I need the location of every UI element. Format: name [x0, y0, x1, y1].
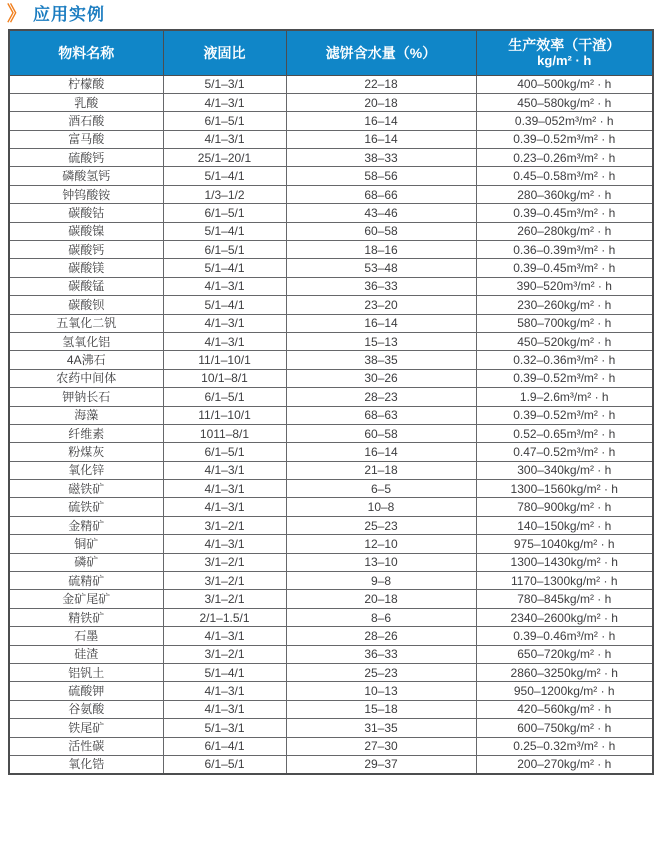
table-row: [9, 443, 653, 461]
cell-material-name: 硫铁矿: [9, 498, 163, 516]
cell-production-efficiency: 0.39–052m³/m² · h: [476, 112, 653, 130]
cell-cake-moisture: 36–33: [286, 277, 476, 295]
cell-production-efficiency: 1300–1430kg/m² · h: [476, 553, 653, 571]
cell-liquid-solid-ratio: 5/1–3/1: [163, 75, 286, 93]
cell-cake-moisture: 25–23: [286, 516, 476, 534]
cell-cake-moisture: 25–23: [286, 664, 476, 682]
cell-liquid-solid-ratio: 4/1–3/1: [163, 535, 286, 553]
cell-liquid-solid-ratio: 4/1–3/1: [163, 314, 286, 332]
table-header-row: [9, 30, 653, 75]
table-row: [9, 351, 653, 369]
cell-liquid-solid-ratio: 6/1–5/1: [163, 204, 286, 222]
cell-cake-moisture: 28–26: [286, 627, 476, 645]
cell-cake-moisture: 13–10: [286, 553, 476, 571]
section-title-row: [0, 0, 660, 29]
cell-material-name: 碳酸锰: [9, 277, 163, 295]
cell-liquid-solid-ratio: 5/1–4/1: [163, 222, 286, 240]
table-row: [9, 719, 653, 737]
cell-production-efficiency: 2860–3250kg/m² · h: [476, 664, 653, 682]
chevron-marker-icon: 》: [7, 2, 27, 26]
cell-production-efficiency: 0.39–0.52m³/m² · h: [476, 130, 653, 148]
table-row: [9, 424, 653, 442]
cell-cake-moisture: 18–16: [286, 241, 476, 259]
cell-cake-moisture: 8–6: [286, 608, 476, 626]
cell-material-name: 钾钠长石: [9, 388, 163, 406]
col-header-efficiency-line1: 生产效率（干渣）: [508, 36, 621, 53]
cell-liquid-solid-ratio: 6/1–5/1: [163, 755, 286, 773]
cell-liquid-solid-ratio: 6/1–5/1: [163, 443, 286, 461]
cell-cake-moisture: 21–18: [286, 461, 476, 479]
table-row: [9, 149, 653, 167]
cell-cake-moisture: 58–56: [286, 167, 476, 185]
table-row: [9, 314, 653, 332]
cell-material-name: 氧化锌: [9, 461, 163, 479]
table-row: [9, 222, 653, 240]
table-row: [9, 572, 653, 590]
cell-material-name: 碳酸钴: [9, 204, 163, 222]
cell-production-efficiency: 0.39–0.46m³/m² · h: [476, 627, 653, 645]
cell-production-efficiency: 0.23–0.26m³/m² · h: [476, 149, 653, 167]
cell-material-name: 活性碳: [9, 737, 163, 755]
cell-cake-moisture: 28–23: [286, 388, 476, 406]
cell-material-name: 粉煤灰: [9, 443, 163, 461]
cell-material-name: 铜矿: [9, 535, 163, 553]
cell-liquid-solid-ratio: 4/1–3/1: [163, 700, 286, 718]
table-row: [9, 480, 653, 498]
table-row: [9, 112, 653, 130]
cell-production-efficiency: 0.25–0.32m³/m² · h: [476, 737, 653, 755]
cell-cake-moisture: 10–8: [286, 498, 476, 516]
cell-material-name: 碳酸钙: [9, 241, 163, 259]
cell-liquid-solid-ratio: 4/1–3/1: [163, 682, 286, 700]
cell-production-efficiency: 140–150kg/m² · h: [476, 516, 653, 534]
table-row: [9, 130, 653, 148]
cell-cake-moisture: 16–14: [286, 443, 476, 461]
cell-cake-moisture: 43–46: [286, 204, 476, 222]
cell-cake-moisture: 10–13: [286, 682, 476, 700]
cell-cake-moisture: 12–10: [286, 535, 476, 553]
table-row: [9, 461, 653, 479]
cell-material-name: 乳酸: [9, 93, 163, 111]
cell-production-efficiency: 260–280kg/m² · h: [476, 222, 653, 240]
cell-liquid-solid-ratio: 25/1–20/1: [163, 149, 286, 167]
cell-production-efficiency: 2340–2600kg/m² · h: [476, 608, 653, 626]
table-row: [9, 296, 653, 314]
cell-production-efficiency: 650–720kg/m² · h: [476, 645, 653, 663]
table-row: [9, 277, 653, 295]
cell-liquid-solid-ratio: 6/1–5/1: [163, 388, 286, 406]
cell-production-efficiency: 390–520m³/m² · h: [476, 277, 653, 295]
cell-liquid-solid-ratio: 4/1–3/1: [163, 93, 286, 111]
cell-material-name: 柠檬酸: [9, 75, 163, 93]
cell-material-name: 金矿尾矿: [9, 590, 163, 608]
table-row: [9, 737, 653, 755]
table-row: [9, 75, 653, 93]
cell-production-efficiency: 400–500kg/m² · h: [476, 75, 653, 93]
cell-cake-moisture: 38–33: [286, 149, 476, 167]
cell-liquid-solid-ratio: 4/1–3/1: [163, 277, 286, 295]
cell-material-name: 农药中间体: [9, 369, 163, 387]
table-row: [9, 241, 653, 259]
table-row: [9, 167, 653, 185]
cell-material-name: 钟钨酸铵: [9, 185, 163, 203]
cell-material-name: 五氧化二钒: [9, 314, 163, 332]
table-row: [9, 259, 653, 277]
cell-liquid-solid-ratio: 6/1–4/1: [163, 737, 286, 755]
cell-material-name: 氧化锆: [9, 755, 163, 773]
table-row: [9, 664, 653, 682]
table-row: [9, 369, 653, 387]
col-header-cake-moisture: 滤饼含水量（%）: [286, 30, 476, 75]
cell-liquid-solid-ratio: 11/1–10/1: [163, 406, 286, 424]
page-title: 应用实例: [33, 4, 106, 24]
cell-material-name: 谷氨酸: [9, 700, 163, 718]
table-row: [9, 700, 653, 718]
cell-liquid-solid-ratio: 4/1–3/1: [163, 461, 286, 479]
cell-production-efficiency: 0.47–0.52m³/m² · h: [476, 443, 653, 461]
table-row: [9, 406, 653, 424]
col-header-efficiency-line2: kg/m² · h: [537, 53, 592, 69]
cell-production-efficiency: 450–520kg/m² · h: [476, 332, 653, 350]
cell-production-efficiency: 420–560kg/m² · h: [476, 700, 653, 718]
cell-cake-moisture: 20–18: [286, 590, 476, 608]
cell-production-efficiency: 780–845kg/m² · h: [476, 590, 653, 608]
cell-liquid-solid-ratio: 4/1–3/1: [163, 480, 286, 498]
cell-production-efficiency: 200–270kg/m² · h: [476, 755, 653, 773]
cell-production-efficiency: 1300–1560kg/m² · h: [476, 480, 653, 498]
table-row: [9, 204, 653, 222]
table-body: [9, 75, 653, 774]
cell-cake-moisture: 60–58: [286, 424, 476, 442]
cell-production-efficiency: 1.9–2.6m³/m² · h: [476, 388, 653, 406]
table-row: [9, 755, 653, 773]
cell-production-efficiency: 0.36–0.39m³/m² · h: [476, 241, 653, 259]
cell-material-name: 硫酸钾: [9, 682, 163, 700]
cell-production-efficiency: 950–1200kg/m² · h: [476, 682, 653, 700]
cell-production-efficiency: 300–340kg/m² · h: [476, 461, 653, 479]
cell-liquid-solid-ratio: 4/1–3/1: [163, 332, 286, 350]
table-row: [9, 388, 653, 406]
cell-liquid-solid-ratio: 6/1–5/1: [163, 112, 286, 130]
cell-cake-moisture: 30–26: [286, 369, 476, 387]
cell-cake-moisture: 60–58: [286, 222, 476, 240]
cell-cake-moisture: 68–66: [286, 185, 476, 203]
cell-liquid-solid-ratio: 3/1–2/1: [163, 590, 286, 608]
cell-cake-moisture: 36–33: [286, 645, 476, 663]
cell-cake-moisture: 68–63: [286, 406, 476, 424]
cell-production-efficiency: 600–750kg/m² · h: [476, 719, 653, 737]
cell-cake-moisture: 20–18: [286, 93, 476, 111]
cell-cake-moisture: 9–8: [286, 572, 476, 590]
cell-material-name: 石墨: [9, 627, 163, 645]
application-examples-table: [8, 29, 654, 775]
cell-material-name: 硅渣: [9, 645, 163, 663]
cell-liquid-solid-ratio: 4/1–3/1: [163, 130, 286, 148]
cell-production-efficiency: 0.52–0.65m³/m² · h: [476, 424, 653, 442]
cell-liquid-solid-ratio: 3/1–2/1: [163, 553, 286, 571]
cell-liquid-solid-ratio: 2/1–1.5/1: [163, 608, 286, 626]
cell-liquid-solid-ratio: 4/1–3/1: [163, 627, 286, 645]
cell-production-efficiency: 0.45–0.58m³/m² · h: [476, 167, 653, 185]
cell-cake-moisture: 38–35: [286, 351, 476, 369]
cell-material-name: 碳酸钡: [9, 296, 163, 314]
cell-cake-moisture: 6–5: [286, 480, 476, 498]
cell-cake-moisture: 15–13: [286, 332, 476, 350]
col-header-production-efficiency: [476, 30, 653, 75]
cell-production-efficiency: 0.39–0.52m³/m² · h: [476, 369, 653, 387]
cell-liquid-solid-ratio: 6/1–5/1: [163, 241, 286, 259]
cell-material-name: 碳酸镁: [9, 259, 163, 277]
table-row: [9, 332, 653, 350]
cell-liquid-solid-ratio: 5/1–4/1: [163, 296, 286, 314]
cell-cake-moisture: 23–20: [286, 296, 476, 314]
cell-material-name: 4A沸石: [9, 351, 163, 369]
cell-production-efficiency: 0.39–0.45m³/m² · h: [476, 204, 653, 222]
cell-cake-moisture: 16–14: [286, 314, 476, 332]
table-row: [9, 590, 653, 608]
cell-material-name: 磷矿: [9, 553, 163, 571]
cell-material-name: 铁尾矿: [9, 719, 163, 737]
table-row: [9, 645, 653, 663]
cell-production-efficiency: 975–1040kg/m² · h: [476, 535, 653, 553]
table-row: [9, 682, 653, 700]
table-row: [9, 535, 653, 553]
cell-cake-moisture: 15–18: [286, 700, 476, 718]
cell-material-name: 铝钒土: [9, 664, 163, 682]
cell-liquid-solid-ratio: 3/1–2/1: [163, 572, 286, 590]
cell-material-name: 磁铁矿: [9, 480, 163, 498]
cell-production-efficiency: 450–580kg/m² · h: [476, 93, 653, 111]
cell-production-efficiency: 0.32–0.36m³/m² · h: [476, 351, 653, 369]
cell-production-efficiency: 0.39–0.52m³/m² · h: [476, 406, 653, 424]
cell-material-name: 海藻: [9, 406, 163, 424]
cell-material-name: 酒石酸: [9, 112, 163, 130]
cell-material-name: 硫精矿: [9, 572, 163, 590]
cell-production-efficiency: 280–360kg/m² · h: [476, 185, 653, 203]
cell-liquid-solid-ratio: 5/1–4/1: [163, 259, 286, 277]
col-header-liquid-solid-ratio: 液固比: [163, 30, 286, 75]
cell-cake-moisture: 27–30: [286, 737, 476, 755]
cell-liquid-solid-ratio: 4/1–3/1: [163, 498, 286, 516]
cell-liquid-solid-ratio: 3/1–2/1: [163, 516, 286, 534]
cell-production-efficiency: 230–260kg/m² · h: [476, 296, 653, 314]
cell-cake-moisture: 22–18: [286, 75, 476, 93]
cell-cake-moisture: 31–35: [286, 719, 476, 737]
table-row: [9, 185, 653, 203]
cell-cake-moisture: 29–37: [286, 755, 476, 773]
cell-material-name: 碳酸镍: [9, 222, 163, 240]
cell-liquid-solid-ratio: 10/1–8/1: [163, 369, 286, 387]
table-row: [9, 498, 653, 516]
cell-cake-moisture: 16–14: [286, 130, 476, 148]
cell-liquid-solid-ratio: 1/3–1/2: [163, 185, 286, 203]
cell-liquid-solid-ratio: 5/1–3/1: [163, 719, 286, 737]
cell-material-name: 氢氧化铝: [9, 332, 163, 350]
cell-production-efficiency: 0.39–0.45m³/m² · h: [476, 259, 653, 277]
table-row: [9, 627, 653, 645]
table-row: [9, 516, 653, 534]
cell-material-name: 纤维素: [9, 424, 163, 442]
cell-liquid-solid-ratio: 3/1–2/1: [163, 645, 286, 663]
table-header: [9, 30, 653, 75]
cell-production-efficiency: 1170–1300kg/m² · h: [476, 572, 653, 590]
cell-cake-moisture: 53–48: [286, 259, 476, 277]
cell-liquid-solid-ratio: 5/1–4/1: [163, 664, 286, 682]
cell-liquid-solid-ratio: 5/1–4/1: [163, 167, 286, 185]
cell-liquid-solid-ratio: 11/1–10/1: [163, 351, 286, 369]
cell-production-efficiency: 780–900kg/m² · h: [476, 498, 653, 516]
cell-production-efficiency: 580–700kg/m² · h: [476, 314, 653, 332]
col-header-material: 物料名称: [9, 30, 163, 75]
table-row: [9, 608, 653, 626]
cell-material-name: 硫酸钙: [9, 149, 163, 167]
cell-material-name: 磷酸氢钙: [9, 167, 163, 185]
cell-material-name: 精铁矿: [9, 608, 163, 626]
cell-material-name: 富马酸: [9, 130, 163, 148]
table-row: [9, 93, 653, 111]
cell-cake-moisture: 16–14: [286, 112, 476, 130]
cell-material-name: 金精矿: [9, 516, 163, 534]
table-row: [9, 553, 653, 571]
cell-liquid-solid-ratio: 1011–8/1: [163, 424, 286, 442]
